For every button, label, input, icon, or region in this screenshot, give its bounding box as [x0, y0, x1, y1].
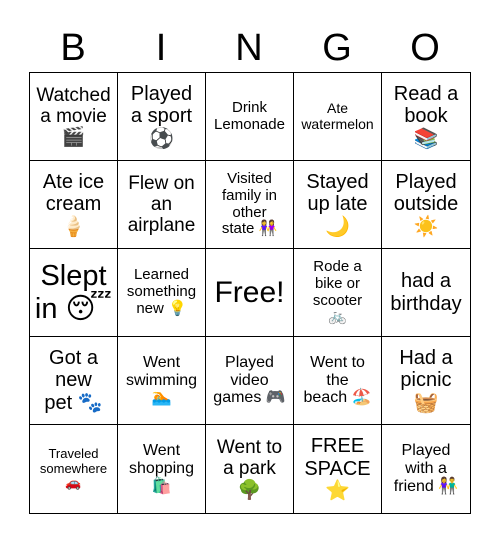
bingo-cell-r4c2[interactable] — [118, 337, 206, 425]
bingo-cell-r4c1[interactable] — [30, 337, 118, 425]
cell-label: Got a new pet 🐾 — [44, 346, 103, 414]
bingo-cell-r1c4[interactable] — [294, 73, 382, 161]
bingo-cell-r1c3[interactable] — [206, 73, 294, 161]
header-letter-n: N — [235, 27, 263, 69]
bingo-cell-r5c4[interactable] — [294, 425, 382, 513]
cell-label: had a birthday — [390, 270, 462, 315]
cell-label: FREE SPACE ⭐ — [304, 435, 371, 503]
cell-label: Ate ice cream 🍦 — [42, 170, 105, 238]
free-cell-label: Free! — [214, 275, 285, 309]
bingo-cell-r4c4[interactable] — [294, 337, 382, 425]
cell-label: Ate watermelon — [301, 99, 374, 132]
cell-label: Played video games 🎮 — [213, 353, 286, 407]
bingo-cell-r1c2[interactable] — [118, 73, 206, 161]
cell-label: Rode a bike or scooter 🚲 — [312, 257, 363, 326]
bingo-cell-r3c4[interactable] — [294, 249, 382, 337]
bingo-cell-r2c5[interactable] — [382, 161, 470, 249]
bingo-cell-r1c5[interactable] — [382, 73, 470, 161]
header-letter-b: B — [60, 27, 86, 69]
bingo-cell-r1c1[interactable] — [30, 73, 118, 161]
cell-label: Learned something new 💡 — [126, 266, 197, 317]
bingo-cell-r5c1[interactable] — [30, 425, 118, 513]
bingo-cell-r4c5[interactable] — [382, 337, 470, 425]
header-letter-g: G — [322, 27, 352, 69]
cell-label: Flew on an airplane — [127, 172, 196, 237]
bingo-cell-r5c5[interactable] — [382, 425, 470, 513]
cell-label: Stayed up late 🌙 — [306, 170, 369, 238]
bingo-cell-r5c3[interactable] — [206, 425, 294, 513]
bingo-cell-r2c2[interactable] — [118, 161, 206, 249]
header-letter-o: O — [410, 27, 440, 69]
cell-label: Read a book 📚 — [393, 82, 459, 150]
bingo-cell-r3c3[interactable] — [206, 249, 294, 337]
cell-label: Watched a movie 🎬 — [36, 84, 111, 149]
cell-label: Played a sport ⚽ — [130, 82, 193, 150]
bingo-cell-r2c4[interactable] — [294, 161, 382, 249]
cell-label: Visited family in other state 👭 — [221, 169, 278, 238]
cell-label: Drink Lemonade — [214, 98, 285, 133]
bingo-cell-r3c5[interactable] — [382, 249, 470, 337]
bingo-card-grid — [29, 72, 471, 514]
cell-label: Went to the beach 🏖️ — [303, 353, 372, 407]
bingo-cell-r5c2[interactable] — [118, 425, 206, 513]
cell-label: Went swimming 🏊 — [125, 353, 198, 407]
bingo-cell-r3c1[interactable] — [30, 249, 118, 337]
cell-label: Went shopping 🛍️ — [129, 442, 194, 495]
bingo-cell-r3c2[interactable] — [118, 249, 206, 337]
cell-label: Played with a friend 👫 — [393, 442, 459, 495]
cell-label: Played outside ☀️ — [393, 170, 459, 238]
cell-label: Traveled somewhere 🚗 — [39, 446, 108, 491]
bingo-cell-r2c1[interactable] — [30, 161, 118, 249]
bingo-cell-r2c3[interactable] — [206, 161, 294, 249]
cell-label: Slept in 😴 — [34, 260, 113, 325]
bingo-header — [29, 22, 471, 74]
cell-label: Had a picnic 🧺 — [399, 346, 453, 414]
bingo-cell-r4c3[interactable] — [206, 337, 294, 425]
cell-label: Went to a park 🌳 — [216, 437, 283, 501]
header-letter-i: I — [155, 27, 167, 69]
